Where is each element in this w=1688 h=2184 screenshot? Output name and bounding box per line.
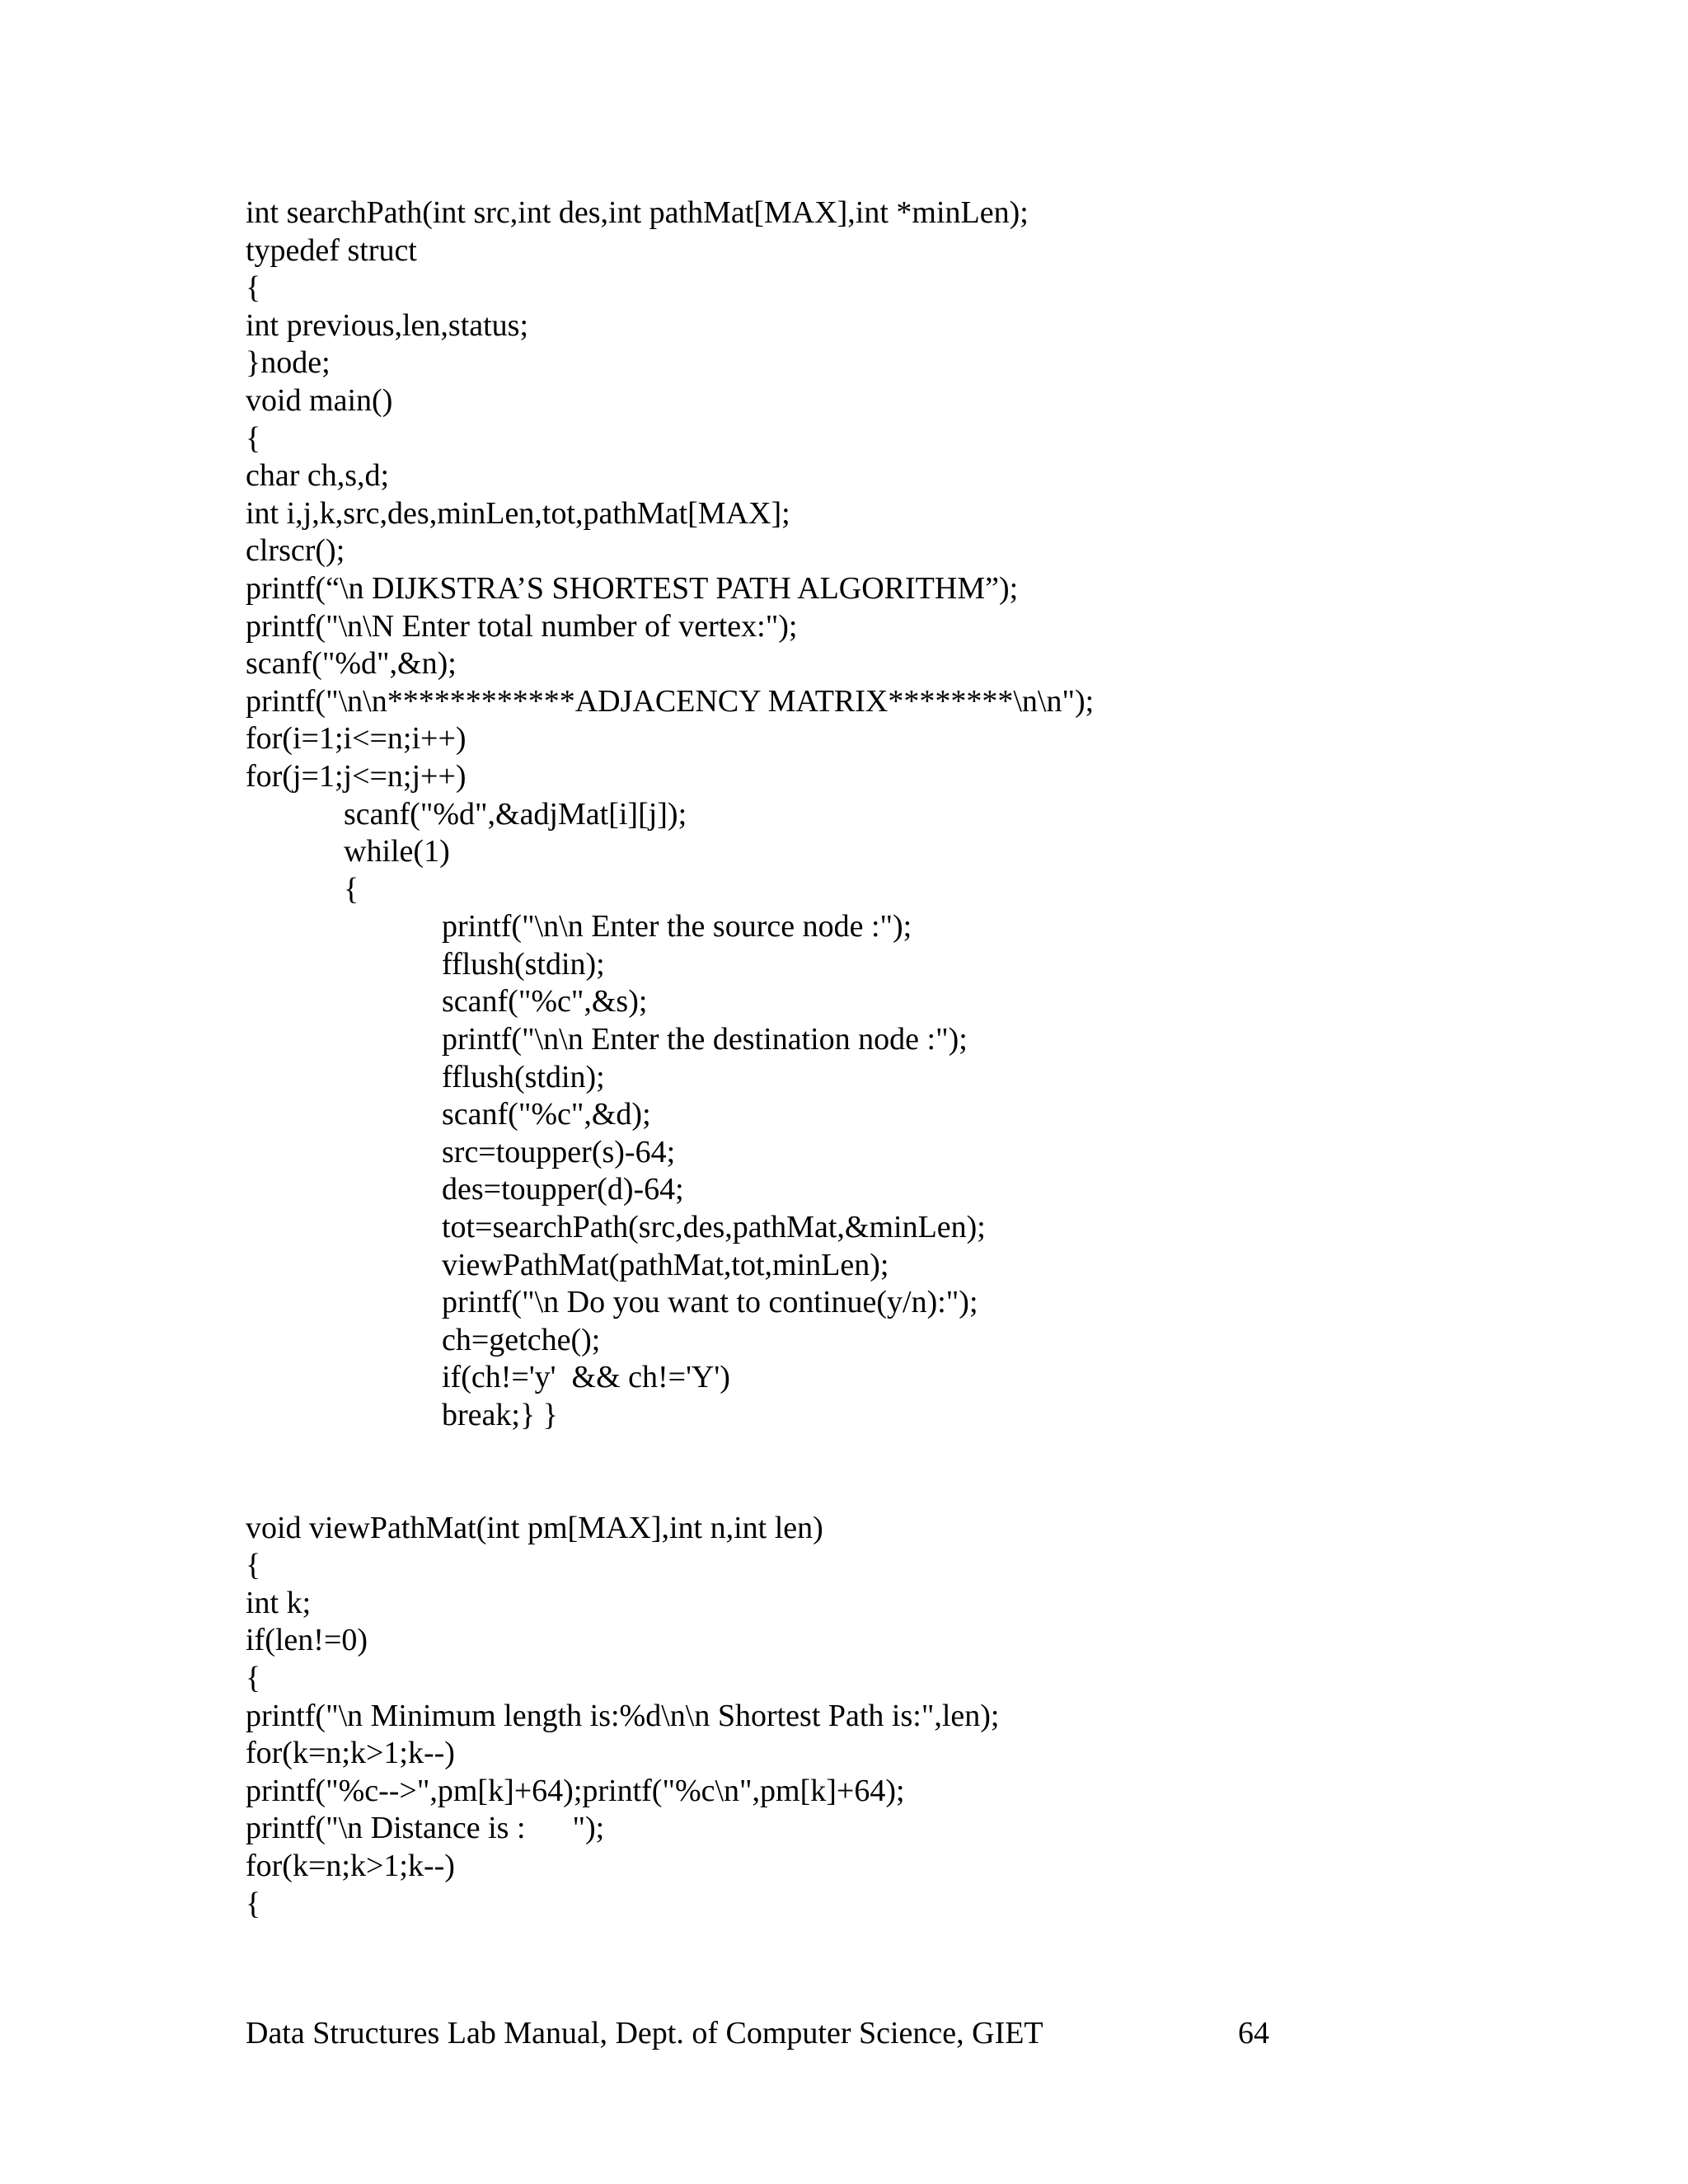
code-line: fflush(stdin); [442,1059,605,1094]
code-line: while(1) [344,834,450,869]
code-line: for(k=n;k>1;k--) [246,1736,455,1771]
code-line: printf(“\n DIJKSTRA’S SHORTEST PATH ALGORITHM”); [246,570,1019,606]
code-line: typedef struct [246,232,417,268]
code-line: src=toupper(s)-64; [442,1134,676,1169]
code-line: int searchPath(int src,int des,int pathMat[MAX],int *minLen); [246,195,1029,230]
code-line: for(j=1;j<=n;j++) [246,758,467,794]
code-line: tot=searchPath(src,des,pathMat,&minLen); [442,1210,986,1245]
code-line: { [246,270,261,306]
code-line: viewPathMat(pathMat,tot,minLen); [442,1247,889,1282]
code-line: for(k=n;k>1;k--) [246,1848,455,1883]
code-line: printf("%c-->",pm[k]+64);printf("%c\n",pm[k]+64); [246,1773,905,1808]
code-line: int i,j,k,src,des,minLen,tot,pathMat[MAX]; [246,495,790,531]
code-line: printf("\n Distance is : "); [246,1811,605,1846]
code-line: void viewPathMat(int pm[MAX],int n,int len) [246,1510,823,1545]
code-line: { [246,1548,261,1583]
code-line: ch=getche(); [442,1322,601,1357]
footer-text: Data Structures Lab Manual, Dept. of Computer Science, GIET [246,2016,1043,2050]
code-line: scanf("%c",&d); [442,1097,651,1132]
code-line: printf("\n Do you want to continue(y/n):"); [442,1285,978,1320]
code-line: scanf("%c",&s); [442,984,648,1019]
code-line: printf("\n\n Enter the source node :"); [442,909,912,944]
code-line: { [344,871,359,907]
code-line: printf("\n\n Enter the destination node :"); [442,1022,968,1057]
code-line: scanf("%d",&adjMat[i][j]); [344,796,687,832]
code-line: scanf("%d",&n); [246,646,457,682]
code-line: { [246,1886,261,1921]
code-line: int k; [246,1585,312,1620]
code-line: if(len!=0) [246,1623,368,1658]
page-number: 64 [1238,2016,1269,2050]
code-section-gap [246,1435,1482,1510]
code-line: fflush(stdin); [442,946,605,982]
code-line: int previous,len,status; [246,307,529,343]
code-line: }node; [246,345,331,381]
code-line: if(ch!='y' && ch!='Y') [442,1360,730,1395]
code-line: char ch,s,d; [246,458,390,494]
code-listing [246,194,1482,1923]
code-line: void main() [246,382,393,418]
page-footer [246,2013,1317,2054]
code-line: clrscr(); [246,533,345,569]
code-line: printf("\n\N Enter total number of vertex:"); [246,608,798,644]
code-line: for(i=1;i<=n;i++) [246,721,467,757]
code-line: break;} } [442,1398,558,1432]
code-line: des=toupper(d)-64; [442,1172,684,1207]
code-line: printf("\n Minimum length is:%d\n\n Shortest Path is:",len); [246,1698,1000,1733]
code-line: { [246,420,261,456]
code-line: printf("\n\n************ADJACENCY MATRIX********\n\n"); [246,683,1095,719]
code-line: { [246,1660,261,1695]
